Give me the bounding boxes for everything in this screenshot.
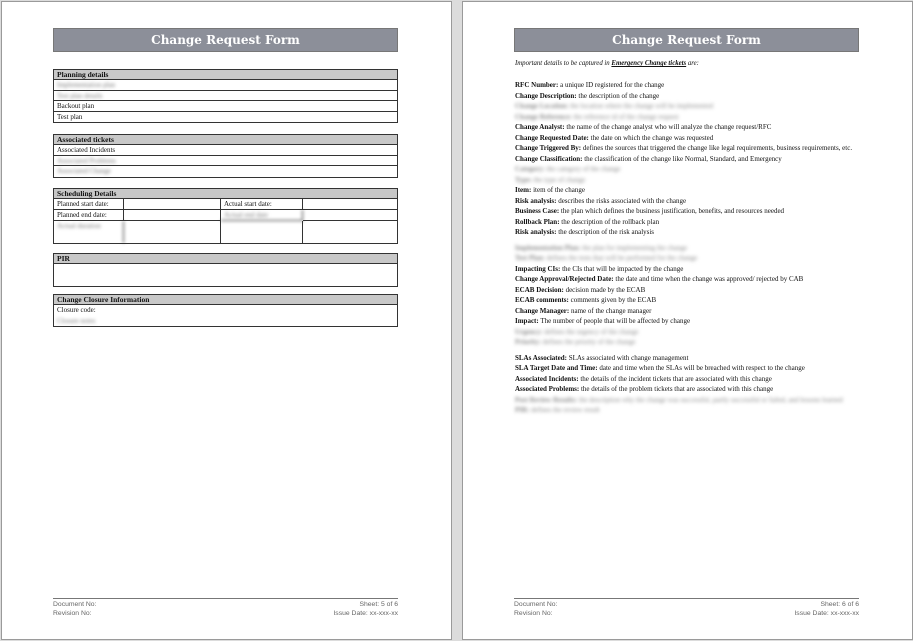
definition-item: Change Requested Date: the date on which the change was requested — [515, 133, 714, 142]
form-row[interactable]: Associated Incidents — [54, 145, 397, 156]
sheet-number: Sheet: 5 of 6 — [359, 601, 398, 608]
pir-section — [53, 253, 398, 287]
document-page-6 — [462, 1, 913, 640]
definition-item: Change Triggered By: defines the sources that triggered the change like legal requirements, business requirements, etc. — [515, 144, 853, 152]
sheet-number: Sheet: 6 of 6 — [820, 601, 859, 608]
section-header: Scheduling Details — [54, 189, 397, 199]
page-footer — [53, 598, 398, 617]
form-row[interactable]: Closure code: — [57, 306, 96, 314]
definition-item: ECAB comments: comments given by the ECAB — [515, 296, 657, 304]
definition-item: Urgency: defines the urgency of the change — [515, 327, 639, 336]
definition-item: Change Location: the location where the change will be implemented — [515, 102, 714, 110]
definition-item: SLAs Associated: SLAs associated with change management — [515, 353, 689, 362]
definition-item: Risk analysis: the description of the risk analysis — [515, 228, 655, 236]
definitions-list — [515, 80, 861, 416]
definition-item: Risk analysis: describes the risks associated with the change — [515, 196, 687, 205]
blurred-label: Actual duration — [54, 221, 124, 243]
blurred-label: Actual end date — [221, 210, 303, 221]
definition-item: Impact: The number of people that will be affected by change — [515, 317, 691, 325]
page-title: Change Request Form — [53, 28, 398, 52]
definition-item: Change Description: the description of the change — [515, 91, 660, 100]
definition-item: ECAB Decision: decision made by the ECAB — [515, 285, 646, 294]
definition-item: SLA Target Date and Time: date and time when the SLAs will be breached with respect to the change — [515, 364, 805, 372]
definition-item: Type: the type of change — [515, 175, 586, 184]
scheduling-details-section — [53, 188, 398, 244]
planned-start-label: Planned start date: — [54, 199, 124, 210]
definition-item: Change Manager: name of the change manager — [515, 306, 652, 315]
section-header: Associated tickets — [54, 135, 397, 145]
planned-end-field[interactable] — [124, 210, 221, 221]
definition-item: Item: item of the change — [515, 186, 585, 194]
section-header: Planning details — [54, 70, 397, 80]
blurred-field[interactable] — [303, 210, 397, 221]
form-row[interactable]: Associated Problems — [54, 156, 397, 167]
empty-cell — [303, 221, 397, 243]
definition-item: Implementation Plan: the plan for implementing the change — [515, 243, 688, 252]
document-no: Document No: — [514, 601, 558, 608]
planned-start-field[interactable] — [124, 199, 221, 210]
form-row[interactable]: Test plan — [57, 112, 83, 121]
form-row[interactable]: Test plan details — [54, 91, 397, 102]
section-header: PIR — [54, 254, 397, 264]
intro-text: Important details to be captured in Emergency Change tickets are: — [515, 60, 699, 67]
associated-tickets-section — [53, 134, 398, 178]
definition-item: Business Case: the plan which defines the business justification, benefits, and resources needed — [515, 207, 785, 215]
blurred-field[interactable] — [124, 221, 221, 243]
definition-item: Impacting CIs: the CIs that will be impacted by the change — [515, 264, 684, 273]
form-row[interactable]: Backout plan — [54, 101, 397, 112]
empty-cell — [221, 221, 303, 243]
section-header: Change Closure Information — [54, 295, 397, 305]
definition-item: Priority: defines the priority of the change — [515, 338, 636, 346]
document-page-5 — [1, 1, 452, 640]
emergency-change-link[interactable]: Emergency Change tickets — [611, 60, 687, 67]
planning-details-section — [53, 69, 398, 123]
definition-item: RFC Number: a unique ID registered for the change — [515, 81, 665, 89]
definition-item: Associated Problems: the details of the problem tickets that are associated with this change — [515, 385, 774, 393]
definition-item: PIR: defines the review result — [515, 406, 600, 414]
page-title: Change Request Form — [514, 28, 859, 52]
issue-date: Issue Date: xx-xxx-xx — [794, 609, 859, 617]
revision-no: Revision No: — [514, 609, 553, 617]
definition-item: Change Reference: the reference id of the change request — [515, 112, 679, 121]
definition-item: Change Approval/Rejected Date: the date and time when the change was approved/ rejected by CAB — [515, 275, 804, 283]
definition-item: Change Classification: the classification of the change like Normal, Standard, and Emergency — [515, 154, 782, 163]
revision-no: Revision No: — [53, 609, 92, 617]
form-row[interactable]: Implementation plan — [54, 80, 397, 91]
document-no: Document No: — [53, 601, 97, 608]
pir-field[interactable] — [54, 264, 397, 286]
actual-start-label: Actual start date: — [221, 199, 303, 210]
change-closure-section — [53, 294, 398, 327]
page-footer — [514, 598, 859, 617]
definition-item: Test Plan: defines the tests that will be performed for the change — [515, 254, 698, 262]
definition-item: Rollback Plan: the description of the rollback plan — [515, 217, 660, 226]
definition-item: Category: the category of the change — [515, 165, 621, 173]
definition-item: Change Analyst: the name of the change analyst who will analyze the change request/RFC — [515, 123, 772, 131]
issue-date: Issue Date: xx-xxx-xx — [333, 609, 398, 617]
planned-end-label: Planned end date: — [54, 210, 124, 221]
form-row[interactable]: Associated Change — [57, 167, 111, 175]
actual-start-field[interactable] — [303, 199, 397, 210]
definition-item: Associated Incidents: the details of the incident tickets that are associated with this change — [515, 374, 772, 383]
definition-item: Post Review Results: the description why the change was successful, partly successful or failed, and lessons learned — [515, 395, 843, 404]
form-row[interactable]: Closure notes — [57, 316, 96, 325]
